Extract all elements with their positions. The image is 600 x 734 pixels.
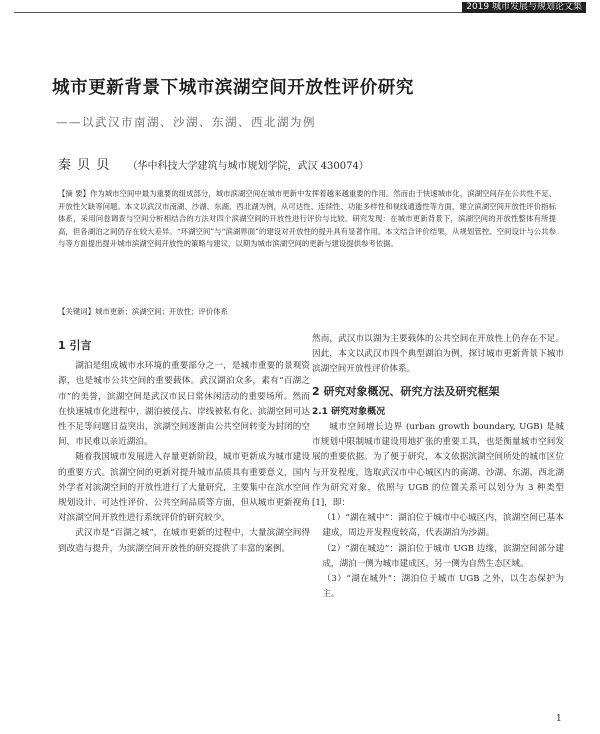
author-name: 秦 贝 贝 bbox=[58, 158, 111, 173]
intro-continuation: 然而，武汉市以湖为主要载体的公共空间在开放性上仍存在不足。因此，本文以武汉市四个典型湖泊为例，探讨城市更新背景下城市滨湖空间开放性评价体系。 bbox=[312, 334, 564, 375]
right-column bbox=[312, 332, 564, 602]
journal-tag: 2019 城市发展与规划论文集 bbox=[462, 2, 586, 13]
section-heading-intro: 1 引言 bbox=[58, 339, 92, 352]
intro-paragraph: 随着我国城市发展进入存量更新阶段，城市更新成为城市建设的重要方式。滨湖空间的更新对提升城市品质具有重要意义，国内外学者对滨湖空间的开放性进行了大量研究，主要集中在滨水空间规划设计、可达性评价、公共空间品质等方面，但从城市更新视角对滨湖空间开放性进行系统评价的研究较少。 bbox=[58, 452, 310, 524]
paper-subtitle: ——以武汉市南湖、沙湖、东湖、西北湖为例 bbox=[56, 115, 316, 129]
page-number: 1 bbox=[556, 714, 562, 724]
list-item: （3）“湖在城外”：湖泊位于城市 UGB 之外，以生态保护为主。 bbox=[322, 574, 564, 600]
section-2-1-paragraph: 城市空间增长边界 (urban growth boundary, UGB) 是城市规划中限制城市建设用地扩张的重要工具，也是衡量城市空间发展的重要依据。为了便于研究，本文依据滨湖空间所处的城市区位与开发程度，选取武汉市中心城区内的南湖、沙湖、东湖、西北湖作为研究对象，依照与 UGB 的位置关系可以划分为 3 种类型 [1]，即： bbox=[312, 422, 564, 509]
left-column bbox=[58, 332, 310, 557]
author-line bbox=[58, 154, 369, 173]
list-item: （2）“湖在城边”：湖泊位于城市 UGB 边缘，滨湖空间部分建成，湖泊一侧为城市建成区，另一侧为自然生态区域。 bbox=[322, 543, 564, 569]
running-header bbox=[0, 0, 600, 18]
abstract: 【摘 要】作为城市空间中最为重要的组成部分，城市滨湖空间在城市更新中发挥着越来越重要的作用。然而由于快速城市化，滨湖空间存在公共性不足、开放性欠缺等问题。本文以武汉市南湖、沙湖、东湖、西北湖为例，从可达性、连续性、功能多样性和视线通透性等方面，建立滨湖空间开放性评价指标体系，采用问卷调查与空间分析相结合的方法对四个滨湖空间的开放性进行评价与比较。研究发现：在城市更新背景下，滨湖空间的开放性整体有所提高，但各湖泊之间仍存在较大差异。“环湖空间”与“滨湖界面”的建设对开放性的提升具有显著作用。本文结合评价结果，从规划管控、空间设计与公共参与等方面提出提升城市滨湖空间开放性的策略与建议，以期为城市滨湖空间的更新与建设提供参考依据。 bbox=[58, 189, 556, 248]
list-item: （1）“湖在城中”：湖泊位于城市中心城区内，滨湖空间已基本建成，周边开发程度较高，代表湖泊为沙湖。 bbox=[322, 513, 564, 539]
subsection-heading-2-1: 2.1 研究对象概况 bbox=[312, 406, 386, 417]
author-affiliation: （华中科技大学建筑与城市规划学院，武汉 430074） bbox=[127, 161, 369, 172]
paper-title: 城市更新背景下城市滨湖空间开放性评价研究 bbox=[52, 78, 414, 98]
intro-paragraph: 武汉市是“百湖之城”，在城市更新的过程中，大量滨湖空间得到改造与提升，为滨湖空间开放性的研究提供了丰富的案例。 bbox=[58, 528, 310, 554]
keywords: 【关键词】城市更新；滨湖空间；开放性；评价体系 bbox=[58, 307, 228, 316]
section-heading-2: 2 研究对象概况、研究方法及研究框架 bbox=[312, 384, 500, 398]
intro-paragraph: 湖泊是组成城市水环境的重要部分之一，是城市重要的景观资源，也是城市公共空间的重要载体。武汉湖泊众多，素有“百湖之市”的美誉，滨湖空间是武汉市民日常休闲活动的重要场所。然而在快速城市化进程中，湖泊被侵占、岸线被私有化、滨湖空间可达性不足等问题日益突出，滨湖空间逐渐由公共空间转变为封闭的空间，市民难以亲近湖泊。 bbox=[58, 361, 310, 448]
